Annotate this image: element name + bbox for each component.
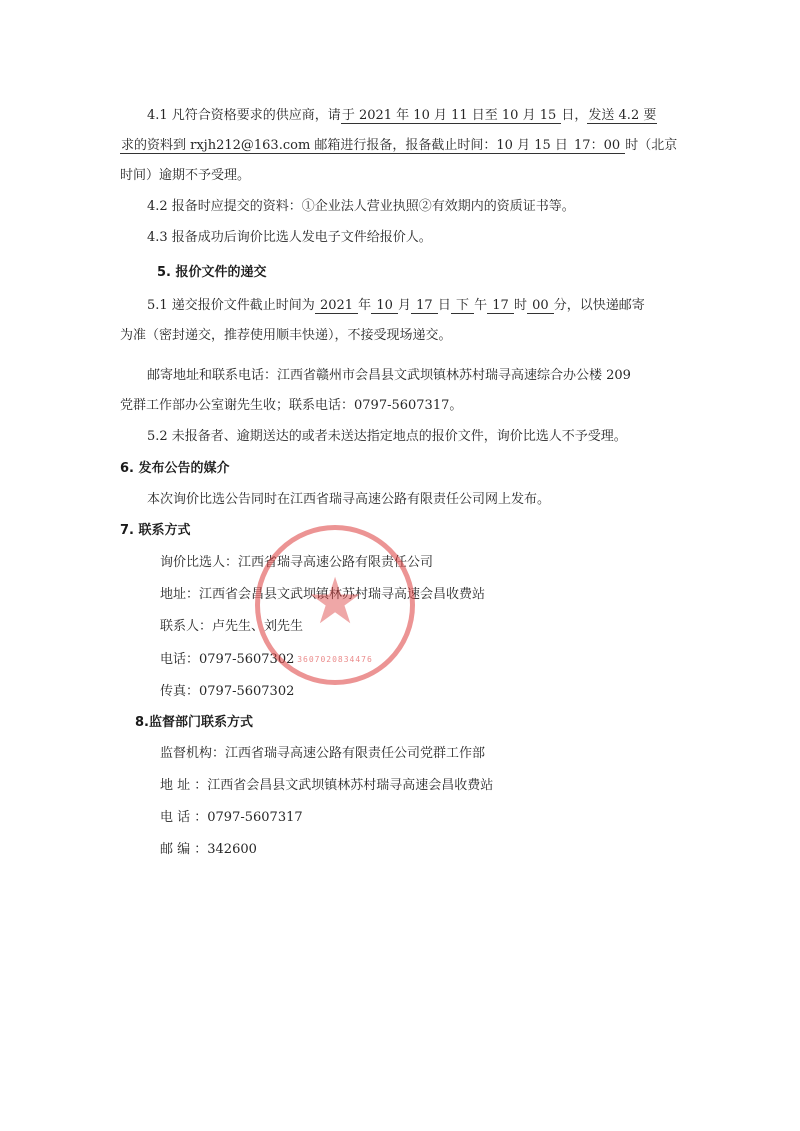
para-4-1-line-3 [120,167,250,185]
mailing-address-line-1: 邮寄地址和联系电话：江西省赣州市会昌县文武坝镇林苏村瑞寻高速综合办公楼 209 [147,368,631,383]
minute-unit: 分，以快递邮寄 [553,298,645,313]
para-4-1-email-text: 求的资料到 rxjh212@163.com 邮箱进行报备，报备截止时间：10 月 15 日 [121,138,568,153]
seal-number: 3607020834476 [297,655,373,664]
contact-buyer: 询价比选人：江西省瑞寻高速公路有限责任公司 [160,555,434,570]
para-6-1: 本次询价比选公告同时在江西省瑞寻高速公路有限责任公司网上发布。 [147,492,551,507]
supervisor-phone: 电 话 ：0797-5607317 [160,810,303,825]
mailing-address-line-2: 党群工作部办公室谢先生收；联系电话：0797-5607317。 [120,398,463,413]
para-4-1-beijing: 时（北京 [625,138,678,153]
deadline-minute: 00 [527,298,553,313]
ampm-unit: 午 [474,298,488,313]
para-5-1-lead: 5.1 递交报价文件截止时间为 [147,298,315,313]
para-4-1-line-1 [147,107,657,125]
para-5-1-line-2: 为准（密封递交，推荐使用顺丰快递），不接受现场递交。 [120,328,452,343]
hour-unit: 时 [513,298,527,313]
section-7-heading: 7. 联系方式 [120,523,191,538]
supervisor-address: 地 址 ：江西省会昌县文武坝镇林苏村瑞寻高速会昌收费站 [160,778,494,793]
para-4-1-lead: 4.1 凡符合资格要求的供应商，请 [147,108,341,123]
contact-fax: 传真：0797-5607302 [160,684,295,699]
para-4-1-send: 发送 4.2 要 [588,108,657,123]
para-4-3: 4.3 报备成功后询价比选人发电子文件给报价人。 [147,230,432,245]
para-5-1-line-1 [147,297,645,315]
deadline-year: 2021 [315,298,358,313]
para-5-2: 5.2 未报备者、逾期送达的或者未送达指定地点的报价文件，询价比选人不予受理。 [147,429,627,444]
month-unit: 月 [398,298,412,313]
para-4-1-tail: 时间）逾期不予受理。 [120,168,251,183]
deadline-hour: 17 [488,298,513,313]
day-unit: 日 [437,298,451,313]
contact-address: 地址：江西省会昌县文武坝镇林苏村瑞寻高速会昌收费站 [160,587,486,602]
supervisor-org: 监督机构：江西省瑞寻高速公路有限责任公司党群工作部 [160,746,486,761]
para-4-2: 4.2 报备时应提交的资料：①企业法人营业执照②有效期内的资质证书等。 [147,199,575,214]
deadline-day: 17 [412,298,437,313]
deadline-ampm: 下 [451,298,474,313]
para-4-1-deadline-time: 17：00 [569,138,625,153]
deadline-month: 10 [372,298,397,313]
contact-persons: 联系人：卢先生、刘先生 [160,619,304,634]
para-4-1-day: 日， [561,108,588,123]
section-8-heading: 8.监督部门联系方式 [135,715,253,730]
para-4-1-dates: 于 2021 年 10 月 11 日至 10 月 15 [341,108,561,123]
contact-phone: 电话：0797-5607302 [160,652,295,667]
seal-star-icon: ★ [306,564,364,639]
para-4-1-line-2 [120,137,677,155]
year-unit: 年 [358,298,372,313]
section-5-heading: 5. 报价文件的递交 [157,265,267,280]
section-6-heading: 6. 发布公告的媒介 [120,461,230,476]
supervisor-postcode: 邮 编 ：342600 [160,842,257,857]
